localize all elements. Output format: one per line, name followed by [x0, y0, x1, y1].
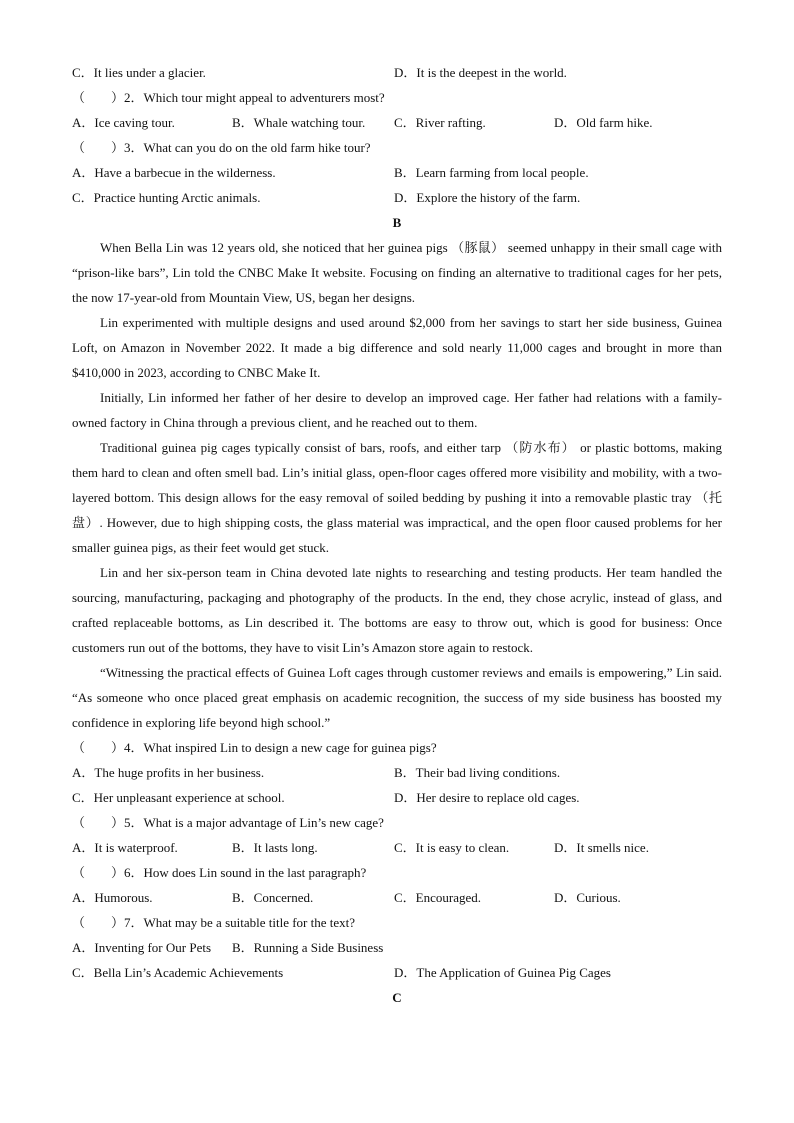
- passage-paragraph-5: Lin and her six-person team in China devoted late nights to researching and testing products. Her team handled the sourcing, manufacturing, packaging and photography of the products. In the end, they chose acrylic, instead of glass, and crafted replaceable bottoms, as Lin described it. The bottoms are easy to throw out, which is good for business: Once customers run out of the bottoms, they have to visit Lin’s Amazon store again to restock.: [72, 565, 722, 655]
- q4-option-b: B．Their bad living conditions.: [394, 765, 561, 780]
- q7-option-a: A．Inventing for Our Pets: [72, 940, 212, 955]
- question-7-options-row-2: [72, 960, 722, 985]
- q2-option-c: C．River rafting.: [394, 115, 486, 130]
- q1-option-c: C．It lies under a glacier.: [72, 65, 206, 80]
- q7-option-d: D．The Application of Guinea Pig Cages: [394, 965, 611, 980]
- q5-option-c: C．It is easy to clean.: [394, 840, 510, 855]
- question-2: [72, 85, 722, 110]
- q3-option-d: D．Explore the history of the farm.: [394, 190, 581, 205]
- section-b-heading: B: [392, 215, 402, 230]
- passage-paragraph-6: “Witnessing the practical effects of Guinea Loft cages through customer reviews and emails is empowering,” Lin said. “As someone who once placed great emphasis on academic recognition, the success of my side business has boosted my confidence in exploring life beyond high school.”: [72, 665, 722, 730]
- q6-option-a: A．Humorous.: [72, 890, 153, 905]
- q3-option-a: A．Have a barbecue in the wilderness.: [72, 165, 276, 180]
- q4-stem: （ ）4．What inspired Lin to design a new cage for guinea pigs?: [72, 740, 437, 755]
- question-6: [72, 860, 722, 885]
- q2-option-b: B．Whale watching tour.: [232, 115, 366, 130]
- section-c-heading: C: [392, 990, 402, 1005]
- q6-option-d: D．Curious.: [554, 890, 621, 905]
- q2-option-d: D．Old farm hike.: [554, 115, 653, 130]
- q7-stem: （ ）7．What may be a suitable title for the text?: [72, 915, 356, 930]
- question-3: [72, 135, 722, 160]
- q6-option-b: B．Concerned.: [232, 890, 314, 905]
- q2-option-a: A．Ice caving tour.: [72, 115, 175, 130]
- q5-option-b: B．It lasts long.: [232, 840, 318, 855]
- q3-stem: （ ）3．What can you do on the old farm hike tour?: [72, 140, 371, 155]
- q6-option-c: C．Encouraged.: [394, 890, 482, 905]
- question-2-options-row: [72, 110, 722, 135]
- passage-paragraph-4: Traditional guinea pig cages typically consist of bars, roofs, and either tarp （防水布） or plastic bottoms, making them hard to clean and often smell bad. Lin’s initial glass, open-floor cages offered more visibility and mobility, with a two-layered bottom. This design allows for the easy removal of soiled bedding by pushing it into a removable plastic tray （托盘）. However, due to high shipping costs, the glass material was impractical, and the open floor caused problems for her smaller guinea pigs, as their feet would get stuck.: [72, 440, 722, 555]
- question-7-options-row-1: [72, 935, 722, 960]
- q5-stem: （ ）5．What is a major advantage of Lin’s new cage?: [72, 815, 384, 830]
- question-5: [72, 810, 722, 835]
- question-4-options-row-1: [72, 760, 722, 785]
- q4-option-d: D．Her desire to replace old cages.: [394, 790, 580, 805]
- passage-paragraph-2: Lin experimented with multiple designs and used around $2,000 from her savings to start her side business, Guinea Loft, on Amazon in November 2022. It made a big difference and sold nearly 11,000 cages and brought in more than $410,000 in 2023, according to CNBC Make It.: [72, 315, 722, 380]
- q1-option-d: D．It is the deepest in the world.: [394, 65, 567, 80]
- q7-option-b: B．Running a Side Business: [232, 940, 384, 955]
- q6-stem: （ ）6．How does Lin sound in the last paragraph?: [72, 865, 367, 880]
- q4-option-a: A．The huge profits in her business.: [72, 765, 265, 780]
- question-4-options-row-2: [72, 785, 722, 810]
- q7-option-c: C．Bella Lin’s Academic Achievements: [72, 965, 284, 980]
- q4-option-c: C．Her unpleasant experience at school.: [72, 790, 285, 805]
- question-4: [72, 735, 722, 760]
- question-3-options-row-2: [72, 185, 722, 210]
- question-6-options-row: [72, 885, 722, 910]
- passage-paragraph-1: When Bella Lin was 12 years old, she noticed that her guinea pigs （豚鼠） seemed unhappy in their small cage with “prison-like bars”, Lin told the CNBC Make It website. Focusing on finding an alternative to traditional cages for her pets, the now 17-year-old from Mountain View, US, began her designs.: [72, 240, 722, 305]
- passage-paragraph-3: Initially, Lin informed her father of her desire to develop an improved cage. Her father had relations with a family-owned factory in China through a previous client, and he reached out to them.: [72, 390, 722, 430]
- question-3-options-row-1: [72, 160, 722, 185]
- q5-option-d: D．It smells nice.: [554, 840, 649, 855]
- q5-option-a: A．It is waterproof.: [72, 840, 178, 855]
- q3-option-c: C．Practice hunting Arctic animals.: [72, 190, 261, 205]
- question-5-options-row: [72, 835, 722, 860]
- q3-option-b: B．Learn farming from local people.: [394, 165, 589, 180]
- question-7: [72, 910, 722, 935]
- question-1-options-row: [72, 60, 722, 85]
- q2-stem: （ ）2．Which tour might appeal to adventurers most?: [72, 90, 385, 105]
